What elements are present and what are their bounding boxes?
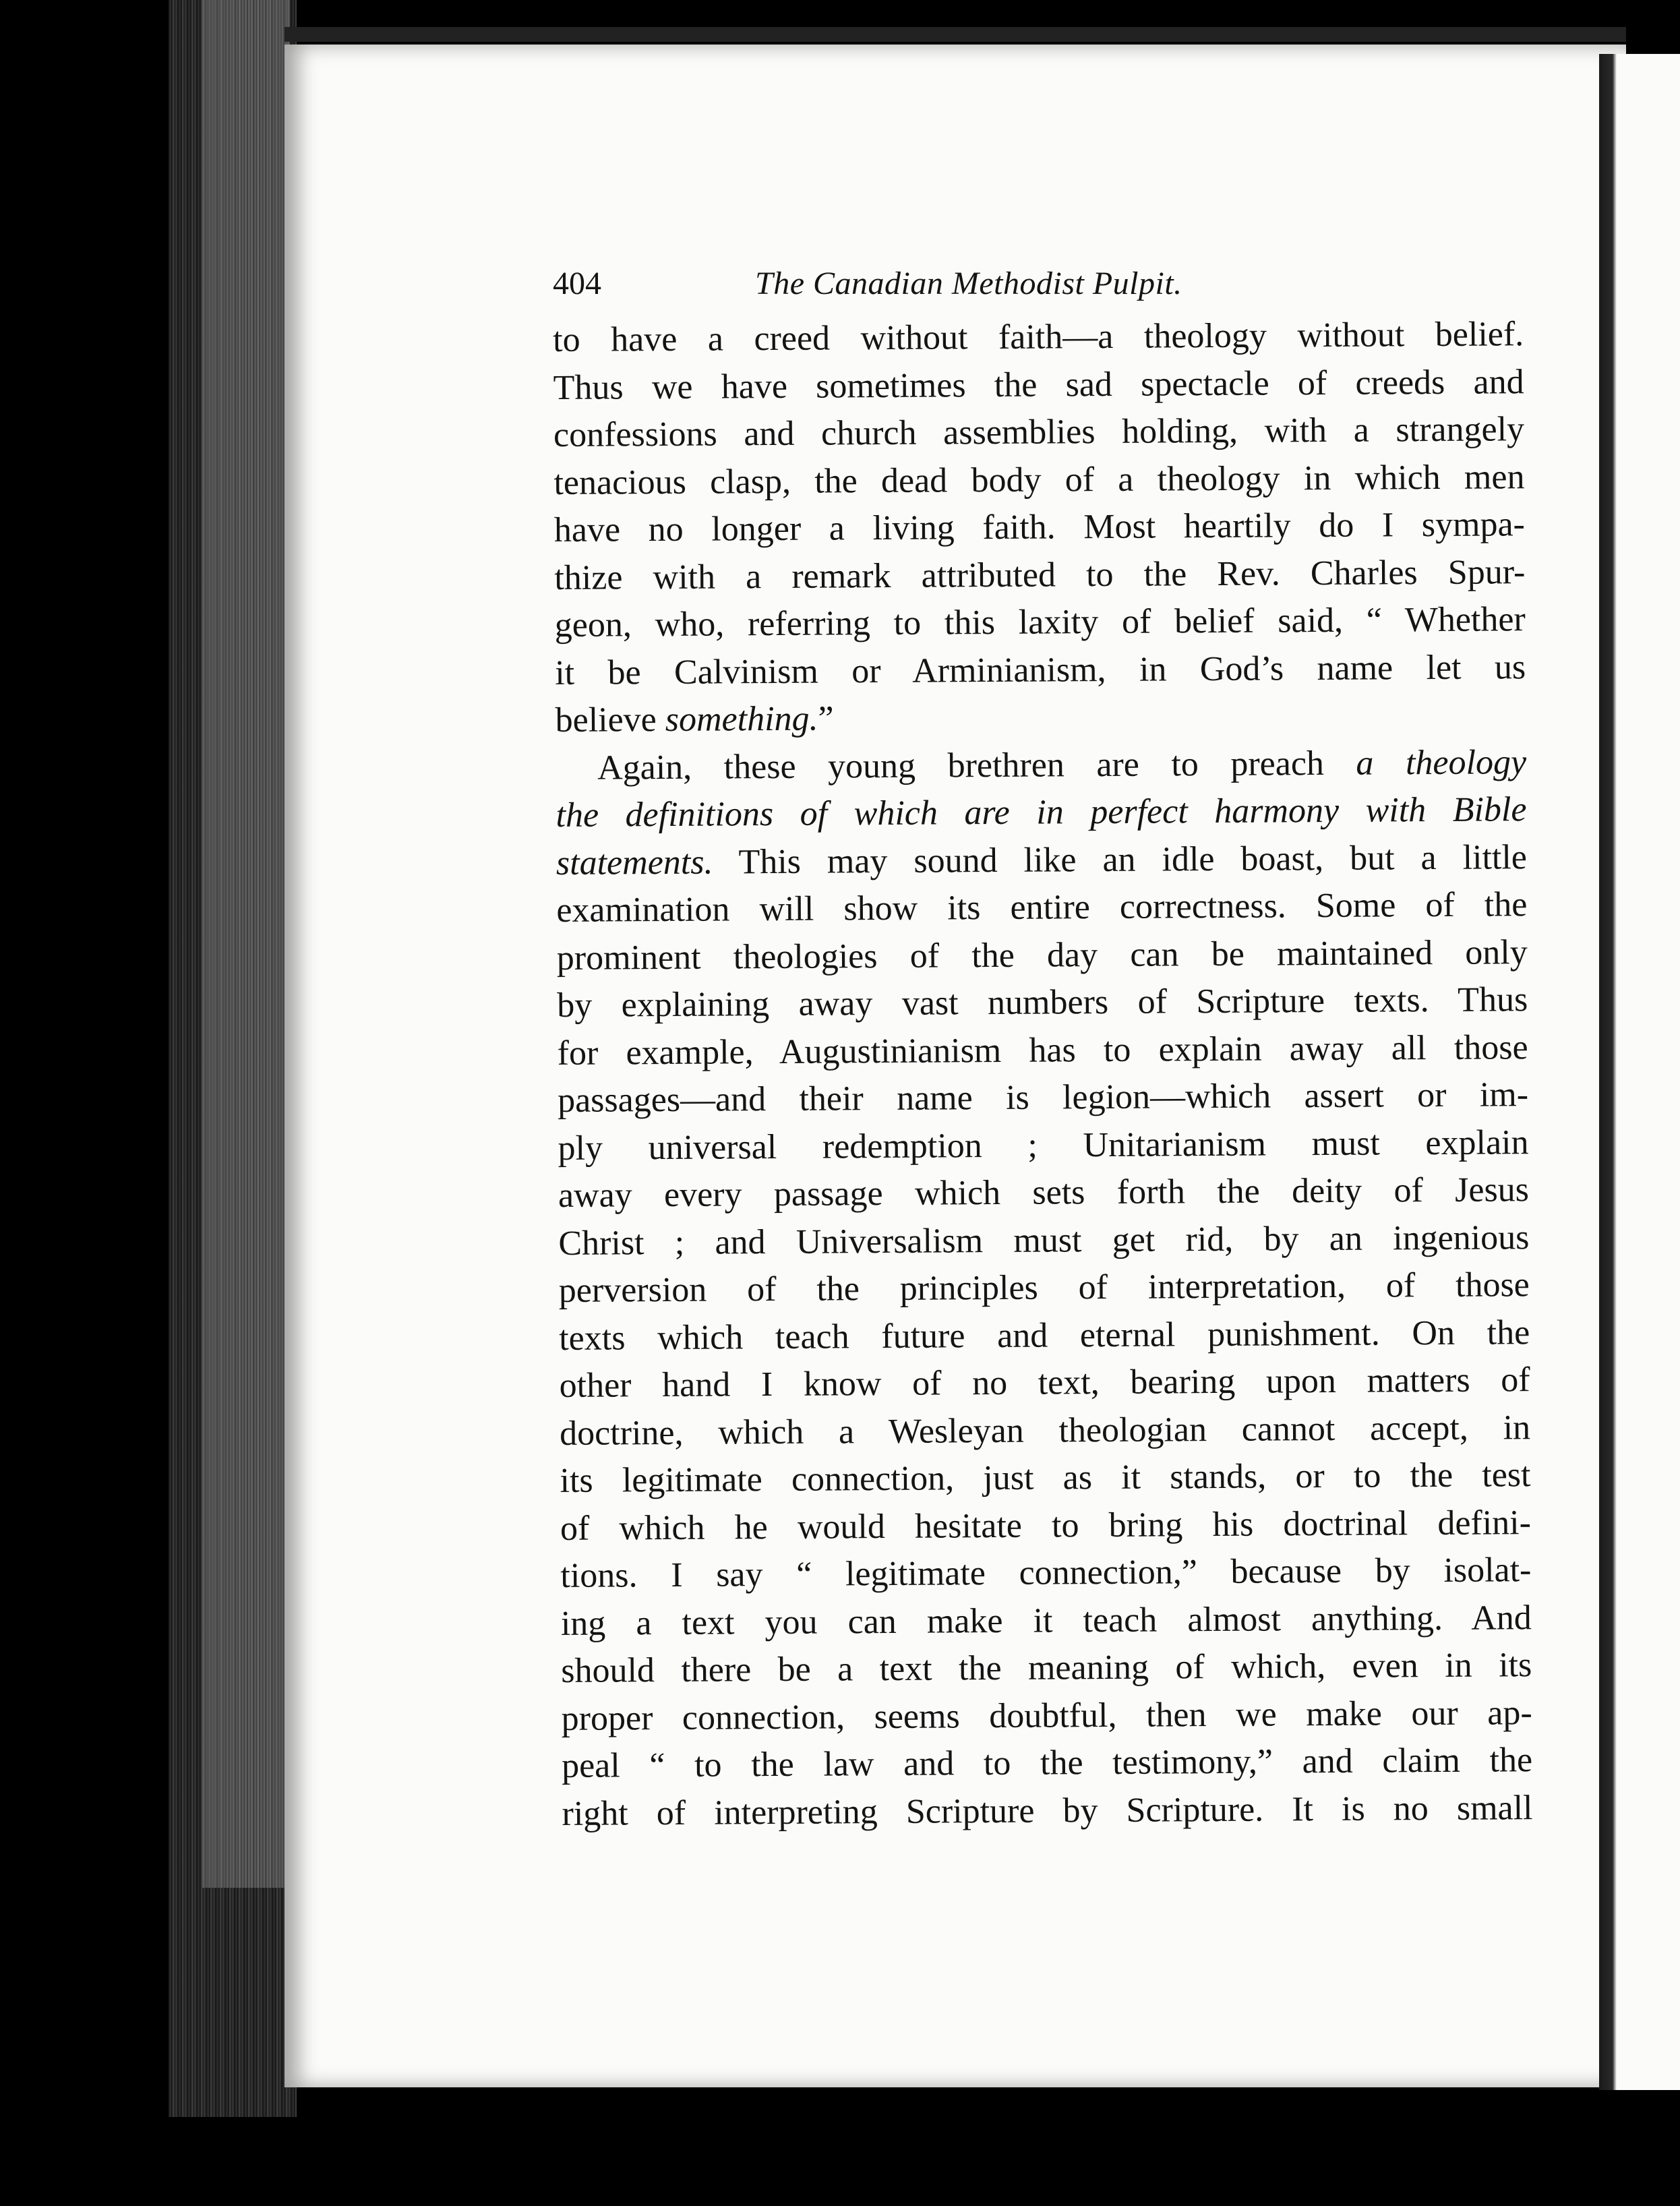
page-number: 404 xyxy=(553,266,601,301)
text-line: should there be a text the meaning of which, even in its xyxy=(561,1646,1532,1690)
book-page-edges-light xyxy=(202,0,290,1888)
text-line: away every passage which sets forth the deity of Jesus xyxy=(558,1170,1530,1215)
text-run: This may sound like an idle boast, but a little xyxy=(713,837,1528,882)
text-line: other hand I know of no text, bearing upon matters of xyxy=(559,1361,1530,1405)
running-head xyxy=(553,254,1524,314)
text-line: perversion of the principles of interpretation, of those xyxy=(558,1265,1530,1310)
text-line: examination will show its entire correctness. Some of the xyxy=(556,885,1528,930)
text-line: prominent theologies of the day can be maintained only xyxy=(556,932,1528,978)
text-line: texts which teach future and eternal punishment. On the xyxy=(559,1313,1530,1358)
text-line: tenacious clasp, the dead body of a theology in which men xyxy=(553,457,1525,502)
paragraph-2-italic-line: the definitions of which are in perfect harmony with Bible xyxy=(556,790,1527,835)
text-line: to have a creed without faith—a theology without belief. xyxy=(553,315,1524,359)
text-run: believe xyxy=(555,700,665,740)
paragraph-2 xyxy=(556,881,1533,1838)
paragraph-2-third-line xyxy=(556,834,1527,887)
text-run: Again, these young brethren are to preach xyxy=(597,744,1356,787)
italic-run: a theology xyxy=(1356,742,1527,783)
paragraph-1 xyxy=(553,311,1526,697)
text-line: right of interpreting Scripture by Scripture. It is no small xyxy=(562,1788,1533,1833)
text-line: it be Calvinism or Arminianism, in God’s name let us xyxy=(555,647,1526,692)
text-line: tions. I say “ legitimate connection,” because by isolat- xyxy=(560,1551,1532,1595)
text-line: peal “ to the law and to the testimony,” and claim the xyxy=(561,1741,1533,1785)
right-page-edge xyxy=(1599,54,1680,2090)
running-title: The Canadian Methodist Pulpit. xyxy=(755,266,1182,301)
text-line: Thus we have sometimes the sad spectacle of creeds and xyxy=(553,362,1524,407)
text-line: by explaining away vast numbers of Scripture texts. Thus xyxy=(557,980,1528,1025)
italic-run: something. xyxy=(665,699,818,739)
text-run: ” xyxy=(818,699,834,738)
page-content xyxy=(553,254,1533,1838)
text-line: geon, who, referring to this laxity of belief said, “ Whether xyxy=(554,600,1526,645)
body-text xyxy=(553,311,1533,1838)
text-line: ing a text you can make it teach almost anything. And xyxy=(560,1598,1532,1643)
text-line: thize with a remark attributed to the Rev. Charles Spur- xyxy=(554,552,1526,597)
text-line: have no longer a living faith. Most heartily do I sympa- xyxy=(553,505,1526,549)
text-line: its legitimate connection, just as it stands, or to the test xyxy=(560,1456,1531,1500)
text-line: of which he would hesitate to bring his doctrinal defini- xyxy=(560,1503,1532,1548)
text-line: doctrine, which a Wesleyan theologian cannot accept, in xyxy=(559,1408,1531,1453)
text-line: for example, Augustinianism has to explain away all those xyxy=(557,1027,1528,1073)
text-line: Christ ; and Universalism must get rid, by an ingenious xyxy=(558,1218,1530,1263)
text-line: passages—and their name is legion—which assert or im- xyxy=(557,1075,1529,1120)
text-line: ply universal redemption ; Unitarianism must explain xyxy=(558,1123,1529,1168)
paragraph-1-last-line xyxy=(555,691,1526,744)
paragraph-2-first-line xyxy=(556,739,1526,792)
italic-run: statements. xyxy=(556,843,713,883)
text-line: confessions and church assemblies holding, with a strangely xyxy=(553,410,1525,454)
top-page-border xyxy=(284,27,1626,42)
text-line: proper connection, seems doubtful, then we make our ap- xyxy=(561,1693,1532,1738)
